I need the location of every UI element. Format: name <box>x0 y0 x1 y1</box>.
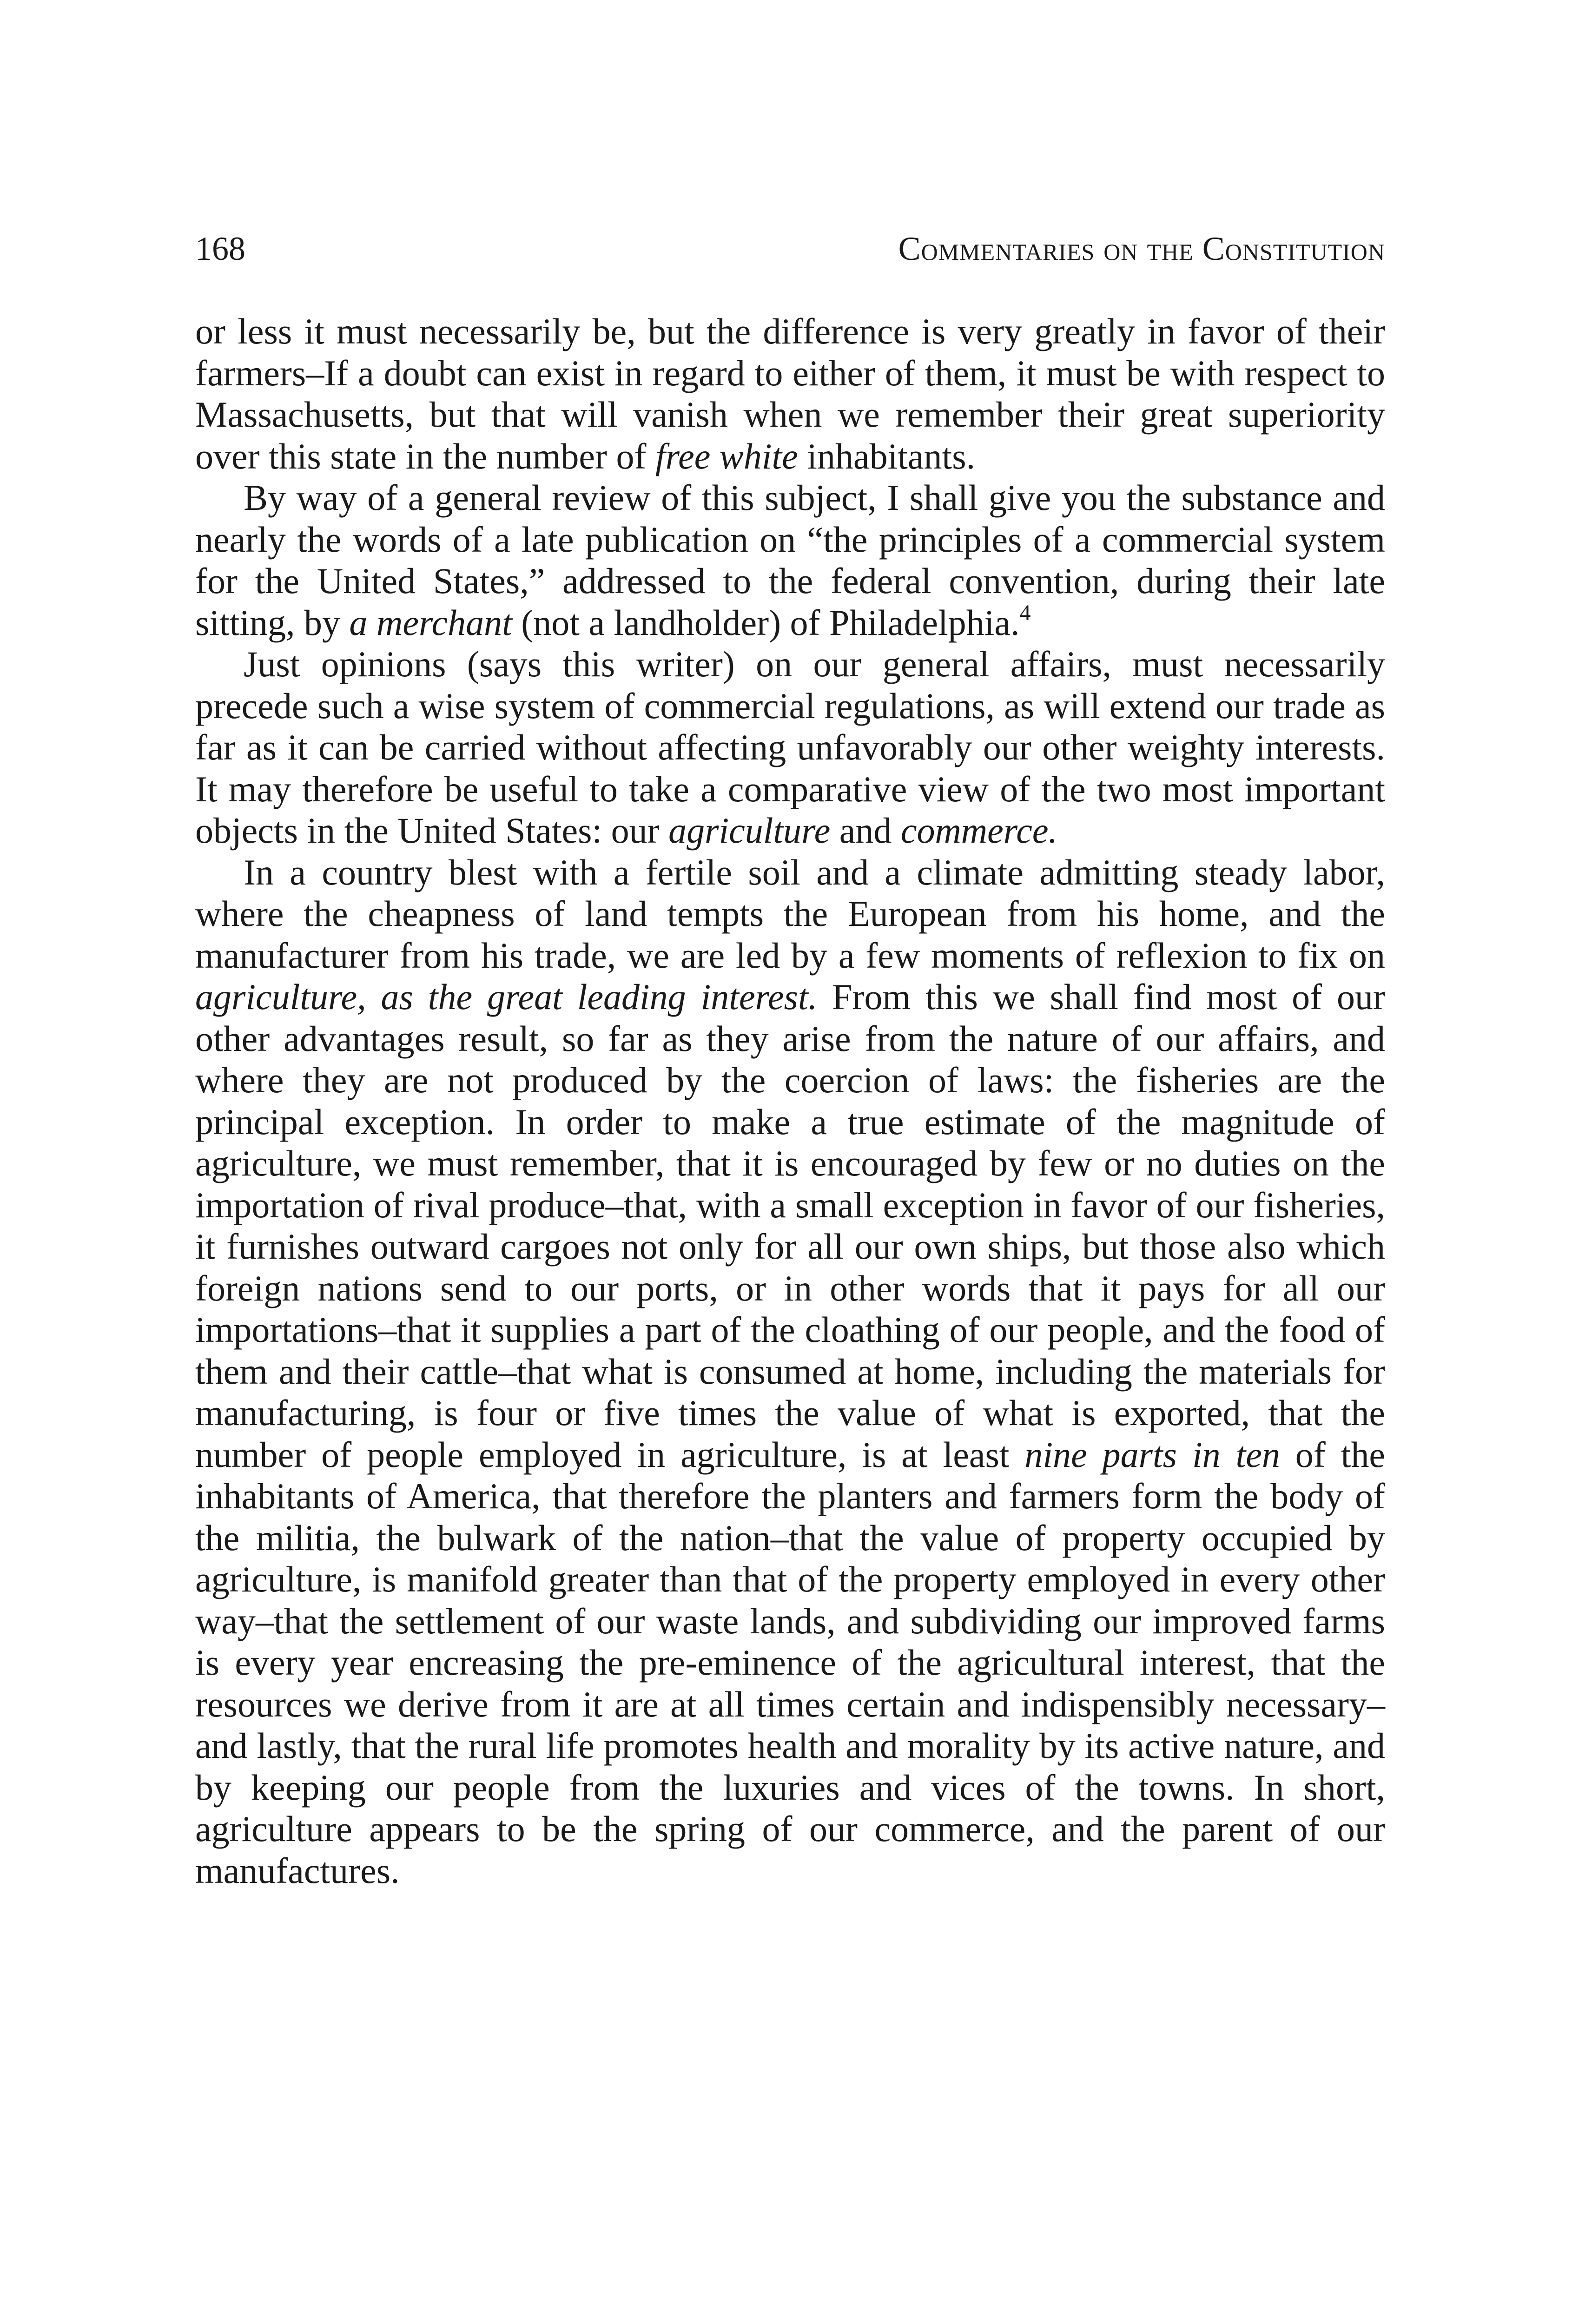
text-run: In a country blest with a fertile soil and a climate admitting steady labor, where the cheapness of land tempts the European from his home, and the manufacturer from his trade, we are led by a few moments of reflexion to fix on <box>195 852 1385 976</box>
italic-phrase: agriculture, as the great leading interest. <box>195 977 818 1017</box>
paragraph-p3 <box>195 643 1385 852</box>
running-title: Commentaries on the Constitution <box>898 230 1385 267</box>
body-text <box>195 310 1385 1891</box>
italic-phrase: nine parts in ten <box>1024 1434 1280 1475</box>
footnote-marker: 4 <box>1019 600 1031 625</box>
text-run: inhabitants. <box>798 436 976 476</box>
italic-phrase: free white <box>655 436 798 476</box>
page-number: 168 <box>195 230 245 267</box>
text-run: From this we shall find most of our other advantages result, so far as they arise from the nature of our affairs, and where they are not produced by the coercion of laws: the fisheries are the principal exception. In order to make a true estimate of the magnitude of agriculture, we must remember, that it is encouraged by few or no duties on the importation of rival produce–that, with a small exception in favor of our fisheries, it furnishes outward cargoes not only for all our own ships, but those also which foreign nations send to our ports, or in other words that it pays for all our importations–that it supplies a part of the cloathing of our people, and the food of them and their cattle–that what is consumed at home, including the materials for manufacturing, is four or five times the value of what is exported, that the number of people employed in agriculture, is at least <box>195 977 1386 1475</box>
italic-phrase: agriculture <box>668 810 831 851</box>
text-run: By way of a general review of this subject, I shall give you the substance and nearly the words of a late publication on “the principles of a commercial system for the United States,” addressed to the federal convention, during their late sitting, by <box>195 477 1385 643</box>
text-run: of the inhabitants of America, that therefore the planters and farmers form the body of the militia, the bulwark of the nation–that the value of property occupied by agriculture, is manifold greater than that of the property employed in every other way–that the settlement of our waste lands, and subdividing our improved farms is every year encreasing the pre-eminence of the agricultural interest, that the resources we derive from it are at all times certain and indispensibly necessary–and lastly, that the rural life promotes health and morality by its active nature, and by keeping our people from the luxuries and vices of the towns. In short, agriculture appears to be the spring of our commerce, and the parent of our manufactures. <box>195 1434 1386 1891</box>
text-run: (not a landholder) of Philadelphia. <box>512 602 1020 643</box>
paragraph-p2 <box>195 477 1385 643</box>
italic-phrase: commerce. <box>900 810 1057 851</box>
text-run: and <box>830 810 901 851</box>
paragraph-p4 <box>195 852 1385 1892</box>
page-header <box>195 223 1385 274</box>
italic-phrase: a merchant <box>349 602 512 643</box>
paragraph-p1 <box>195 310 1385 477</box>
text-run: Just opinions (says this writer) on our general affairs, must necessarily precede such a wise system of commercial regulations, as will extend our trade as far as it can be carried without affecting unfavorably our other weighty interests. It may therefore be useful to take a comparative view of the two most important objects in the United States: our <box>195 644 1385 851</box>
text-run: or less it must necessarily be, but the difference is very greatly in favor of their farmers–If a doubt can exist in regard to either of them, it must be with respect to Massachusetts, but that will vanish when we remember their great superiority over this state in the number of <box>195 311 1385 476</box>
